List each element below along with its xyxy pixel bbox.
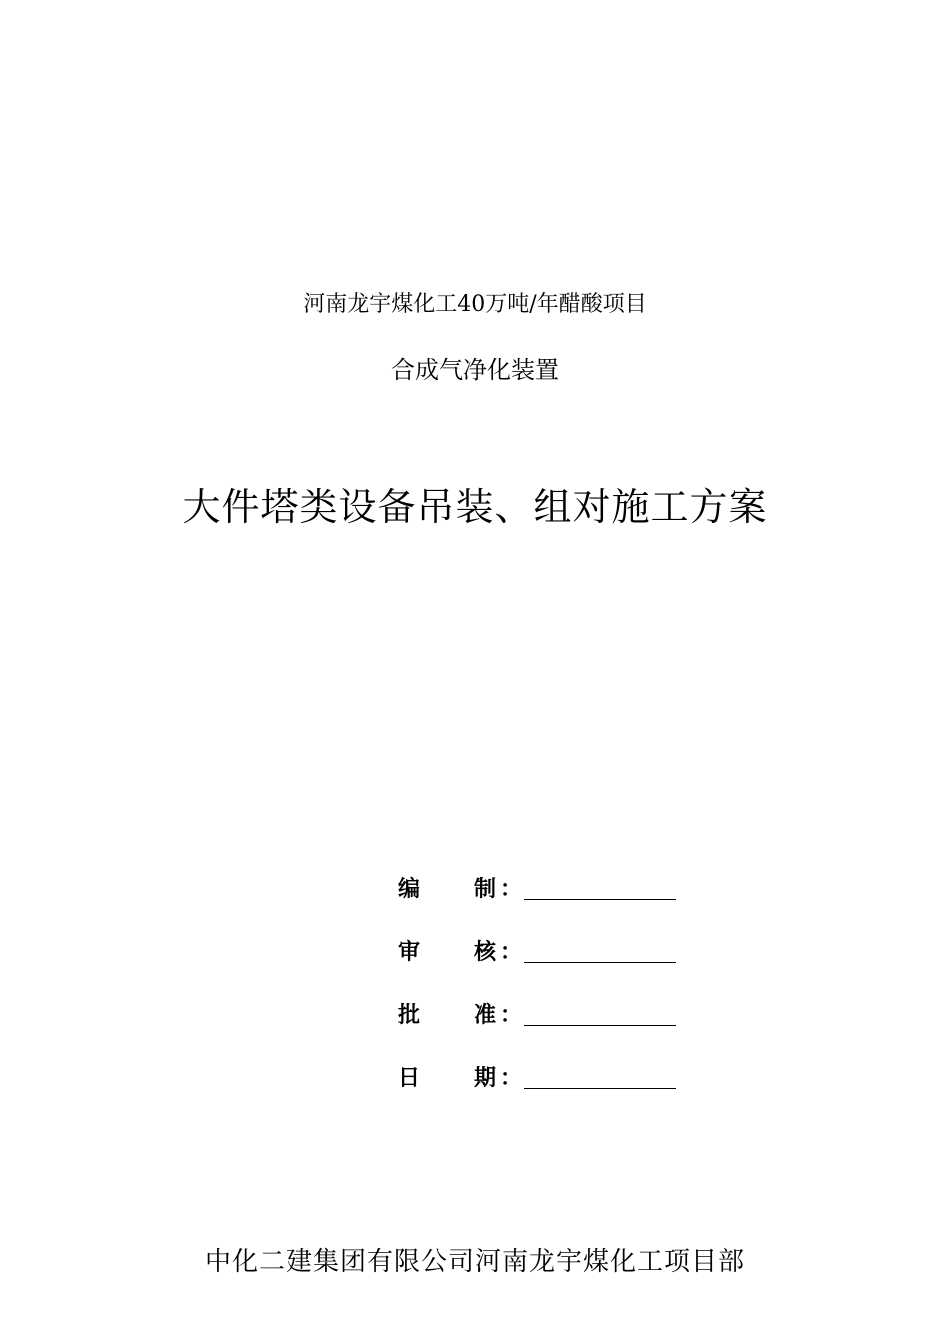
sign-label-char-2: 制 — [474, 876, 497, 902]
sign-label-char-1: 日 — [398, 1065, 421, 1091]
sign-label-char-1: 编 — [398, 876, 421, 902]
sign-label-char-2: 核 — [474, 939, 497, 965]
sign-label-char-2: 期 — [474, 1065, 497, 1091]
signature-line — [524, 1088, 676, 1089]
project-title: 河南龙宇煤化工40万吨/年醋酸项目 — [303, 292, 647, 317]
sign-row-compiled-by — [398, 870, 688, 933]
signature-line — [524, 1025, 676, 1026]
sign-label-char-1: 批 — [398, 1002, 421, 1028]
sign-label-char-2: 准 — [474, 1002, 497, 1028]
main-title: 大件塔类设备吊装、组对施工方案 — [182, 485, 768, 529]
sign-colon: ： — [500, 1002, 523, 1028]
signature-block — [398, 870, 688, 1122]
sign-colon: ： — [500, 1065, 523, 1091]
sign-colon: ： — [500, 876, 523, 902]
signature-line — [524, 962, 676, 963]
sign-label-char-1: 审 — [398, 939, 421, 965]
sign-row-date — [398, 1059, 688, 1122]
sign-colon: ： — [500, 939, 523, 965]
sign-row-approved-by — [398, 996, 688, 1059]
company-name: 中化二建集团有限公司河南龙宇煤化工项目部 — [204, 1247, 745, 1277]
signature-line — [524, 899, 676, 900]
unit-title: 合成气净化装置 — [391, 356, 559, 384]
sign-row-reviewed-by — [398, 933, 688, 996]
